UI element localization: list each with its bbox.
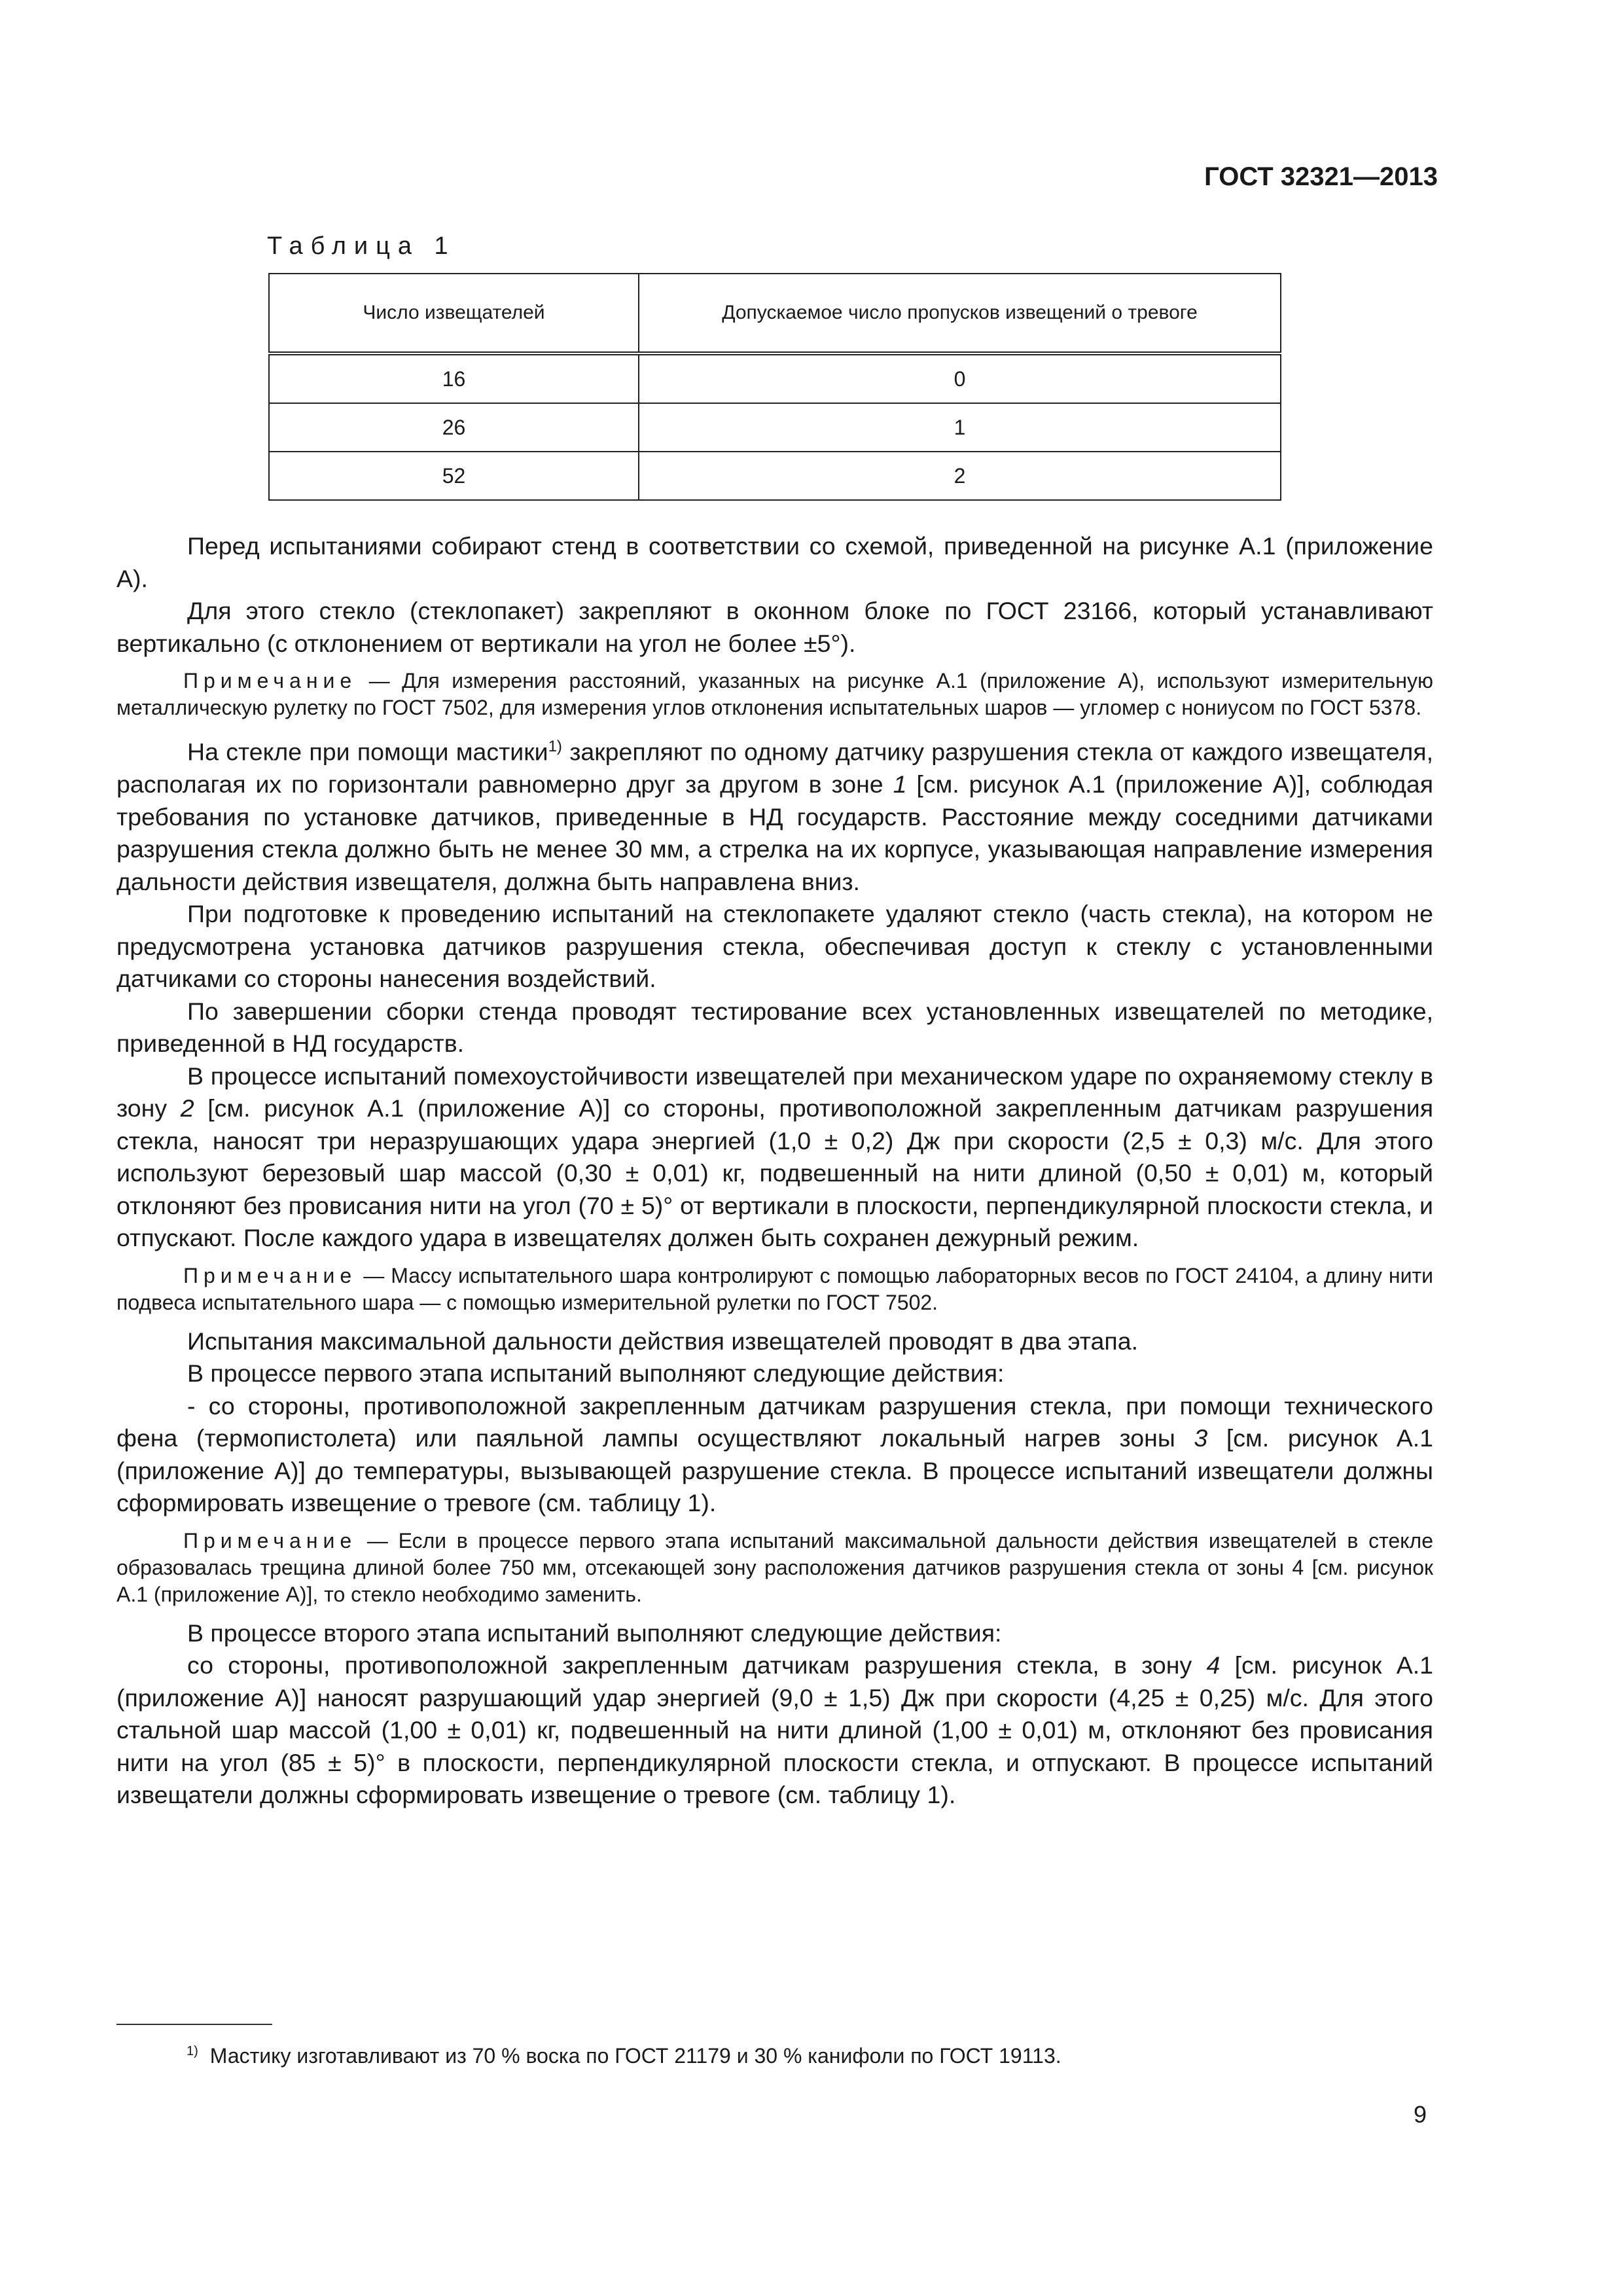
data-table [268,273,1281,501]
table-cell: 2 [639,452,1281,500]
paragraph-text: [см. рисунок А.1 (приложение А)] до температуры, вызывающей разрушение стекла. В процессе испытаний извещатели должны сформировать извещение о тревоге (см. таблицу 1). [116,1424,1433,1516]
paragraph-text: со стороны, противоположной закрепленным датчикам разрушения стекла, в зону [187,1651,1207,1679]
paragraph-text: В процессе испытаний помехоустойчивости извещателей при механическом ударе по охраняемому стеклу в зону [116,1062,1433,1122]
table-header-row [269,274,1281,353]
zone-number: 2 [180,1094,194,1122]
table-cell: 52 [269,452,639,500]
paragraph-text: [см. рисунок А.1 (приложение А)] наносят разрушающий удар энергией (9,0 ± 1,5) Дж при скорости (4,25 ± 0,25) м/с. Для этого стальной шар массой (1,00 ± 0,01) кг, подвешенный на нити длиной (1,00 ± 0,01) м, отклоняют без провисания нити на угол (85 ± 5)° в плоскости, перпендикулярной плоскости стекла, и отпускают. В процессе испытаний извещатели должны сформировать извещение о тревоге (см. таблицу 1). [116,1651,1433,1808]
table-row [269,403,1281,452]
paragraph-text: закрепляют по одному датчику разрушения стекла от каждого извещателя, располагая их по горизонтали равномерно друг за другом в зоне [116,738,1433,798]
paragraph-text: - со стороны, противоположной закрепленным датчикам разрушения стекла, при помощи технического фена (термопистолета) или паяльной лампы осуществляют локальный нагрев зоны [116,1391,1433,1452]
note [116,1263,1433,1316]
note [116,668,1433,721]
document-number: ГОСТ 32321—2013 [1204,162,1438,191]
footnote-separator [116,2024,272,2025]
paragraph: Испытания максимальной дальности действия извещателей проводят в два этапа. [187,1327,1138,1355]
table-row [269,452,1281,500]
note-text: — Массу испытательного шара контролируют с помощью лабораторных весов по ГОСТ 24104, а длину нити подвеса испытательного шара — с помощью измерительной рулетки по ГОСТ 7502. [116,1263,1433,1314]
note [116,1528,1433,1608]
zone-number: 1 [893,770,907,798]
column-header: Допускаемое число пропусков извещений о тревоге [639,274,1281,353]
table-caption: Таблица 1 [267,232,456,260]
table-cell: 0 [639,353,1281,403]
paragraph: Перед испытаниями собирают стенд в соответствии со схемой, приведенной на рисунке А.1 (приложение А). [116,532,1433,592]
note-label: Примечание [183,1263,357,1287]
paragraph: По завершении сборки стенда проводят тестирование всех установленных извещателей по методике, приведенной в НД государств. [116,997,1433,1057]
paragraph [116,1060,1433,1255]
paragraph-text: [см. рисунок А.1 (приложение А)] со стороны, противоположной закрепленным датчикам разрушения стекла, наносят три неразрушающих удара энергией (1,0 ± 0,2) Дж при скорости (2,5 ± 0,3) м/с. Для этого используют березовый шар массой (0,30 ± 0,01) кг, подвешенный на нити длиной (0,50 ± 0,01) м, который отклоняют без провисания нити на угол (70 ± 5)° от вертикали в плоскости, перпендикулярной плоскости стекла, и отпускают. После каждого удара в извещателях должен быть сохранен дежурный режим. [116,1094,1433,1251]
table-cell: 16 [269,353,639,403]
footnote-text: Мастику изготавливают из 70 % воска по ГОСТ 21179 и 30 % канифоли по ГОСТ 19113. [209,2044,1061,2068]
zone-number: 4 [1206,1651,1221,1679]
paragraph: В процессе второго этапа испытаний выполняют следующие действия: [187,1619,1002,1647]
paragraph [116,730,1433,898]
body-text [116,530,1433,1812]
footnote-reference: 1) [548,738,562,755]
paragraph [116,1649,1433,1812]
footnote [187,2044,1061,2068]
paragraph [116,1390,1433,1520]
note-text: — Для измерения расстояний, указанных на рисунке А.1 (приложение А), используют измерительную металлическую рулетку по ГОСТ 7502, для измерения углов отклонения испытательных шаров — угломер с нониусом по ГОСТ 5378. [116,669,1433,719]
paragraph: В процессе первого этапа испытаний выполняют следующие действия: [187,1359,1005,1387]
table-cell: 26 [269,403,639,452]
paragraph-text: На стекле при помощи мастики [187,738,548,766]
table-cell: 1 [639,403,1281,452]
page-number: 9 [1413,2101,1427,2128]
note-text: — Если в процессе первого этапа испытаний максимальной дальности действия извещателей в стекле образовалась трещина длиной более 750 мм, отсекающей зону расположения датчиков разрушения стекла от зоны 4 [см. рисунок А.1 (приложение А)], то стекло необходимо заменить. [116,1528,1433,1606]
paragraph: При подготовке к проведению испытаний на стеклопакете удаляют стекло (часть стекла), на котором не предусмотрена установка датчиков разрушения стекла, обеспечивая доступ к стеклу с установленными датчиками со стороны нанесения воздействий. [116,900,1433,992]
note-label: Примечание [183,1528,357,1552]
footnote-marker: 1) [187,2044,198,2059]
paragraph: Для этого стекло (стеклопакет) закрепляют в оконном блоке по ГОСТ 23166, который устанавливают вертикально (с отклонением от вертикали на угол не более ±5°). [116,597,1433,657]
table-row [269,353,1281,403]
column-header: Число извещателей [269,274,639,353]
note-label: Примечание [183,669,357,692]
zone-number: 3 [1194,1424,1208,1452]
paragraph-text: [см. рисунок А.1 (приложение А)], соблюдая требования по установке датчиков, приведенные в НД государств. Расстояние между соседними датчиками разрушения стекла должно быть не менее 30 мм, а стрелка на их корпусе, указывающая направление измерения дальности действия извещателя, должна быть направлена вниз. [116,770,1433,895]
